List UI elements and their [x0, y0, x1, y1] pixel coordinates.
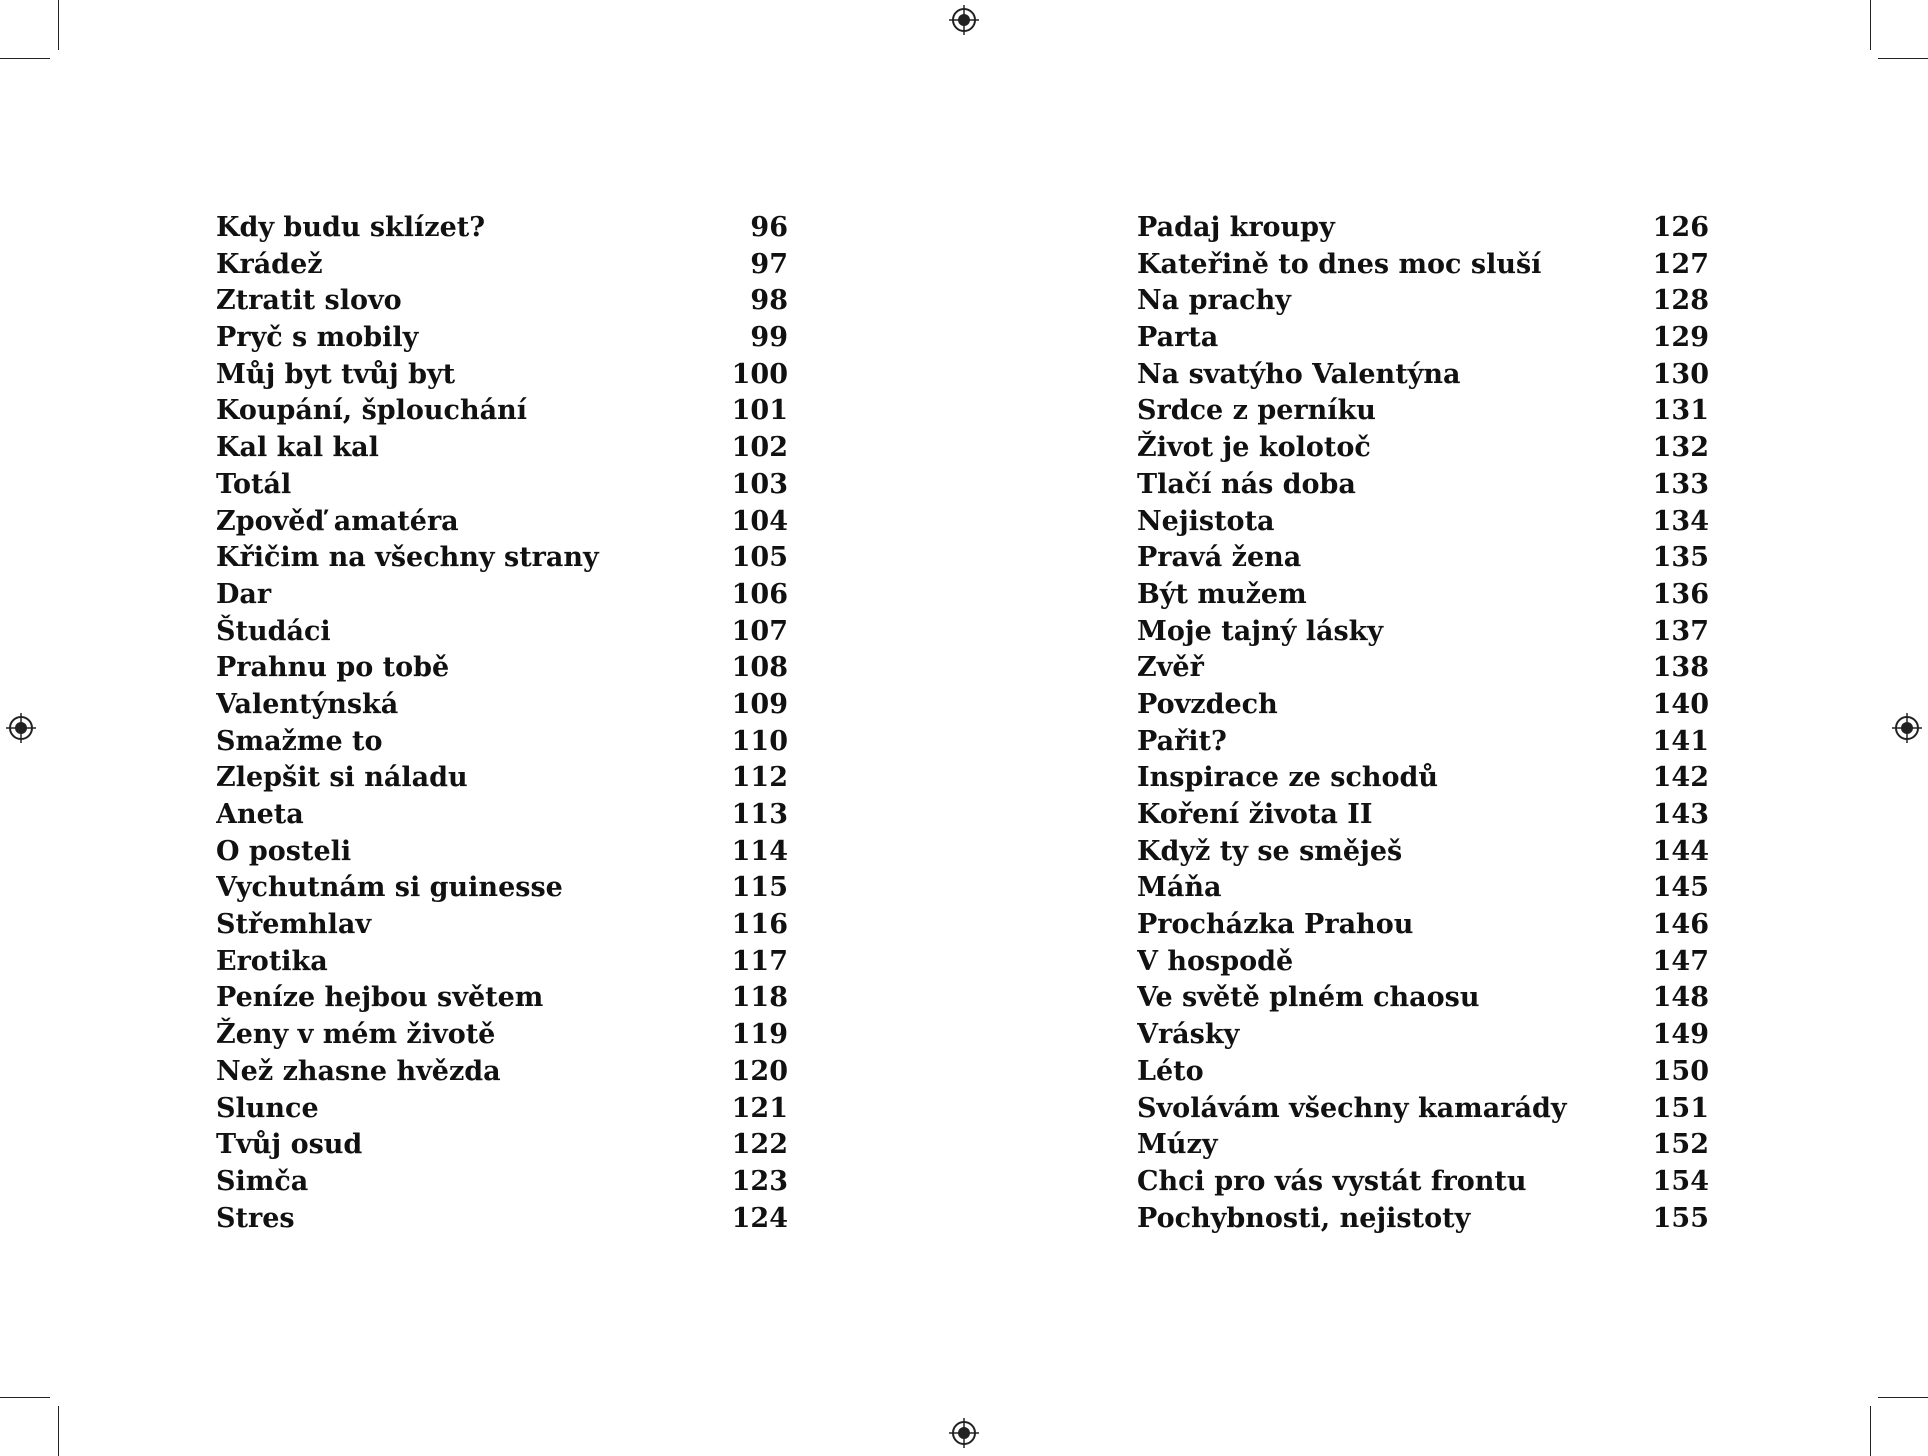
toc-entry: [216, 760, 788, 797]
toc-entry-title: Vychutnám si guinesse: [216, 872, 563, 904]
toc-entry-title: Kdy budu sklízet?: [216, 212, 486, 243]
toc-entry: [1137, 247, 1709, 284]
toc-entry: [216, 870, 788, 907]
toc-entry-page-number: 145: [1652, 872, 1709, 904]
toc-entry-title: Kateřině to dnes moc sluší: [1137, 248, 1542, 280]
toc-entry-page-number: 120: [731, 1055, 788, 1087]
toc-entry: [1137, 467, 1709, 504]
toc-entry-page-number: 96: [750, 212, 788, 243]
toc-entry: [1137, 834, 1709, 871]
toc-entry-title: Pravá žena: [1137, 542, 1302, 574]
toc-entry: [216, 980, 788, 1017]
toc-entry: [1137, 393, 1709, 430]
toc-entry-title: Když ty se směješ: [1137, 835, 1403, 867]
toc-entry-page-number: 116: [731, 909, 788, 941]
toc-entry-page-number: 102: [731, 432, 788, 464]
toc-entry-title: Kal kal kal: [216, 432, 379, 464]
toc-entry-page-number: 151: [1652, 1092, 1709, 1124]
toc-entry-page-number: 118: [731, 982, 788, 1014]
toc-entry-page-number: 104: [731, 505, 788, 537]
toc-entry-title: Pařit?: [1137, 725, 1227, 757]
toc-entry-page-number: 128: [1652, 285, 1709, 317]
toc-entry-page-number: 140: [1652, 688, 1709, 720]
toc-entry-title: Inspirace ze schodů: [1137, 762, 1439, 794]
toc-entry-page-number: 129: [1652, 322, 1709, 354]
toc-entry: [1137, 944, 1709, 981]
toc-entry-title: Parta: [1137, 322, 1219, 354]
toc-entry-title: Smažme to: [216, 725, 383, 757]
toc-entry: [216, 504, 788, 541]
toc-entry: [216, 724, 788, 761]
toc-entry-page-number: 122: [731, 1129, 788, 1161]
toc-entry-page-number: 134: [1652, 505, 1709, 537]
crop-mark-icon: [1878, 1397, 1928, 1398]
toc-entry-page-number: 114: [731, 835, 788, 867]
toc-entry-page-number: 108: [731, 652, 788, 684]
toc-entry-title: O posteli: [216, 835, 352, 867]
toc-entry-title: Stres: [216, 1202, 295, 1234]
toc-entry: [1137, 650, 1709, 687]
toc-entry-title: Máňa: [1137, 872, 1222, 904]
toc-entry-page-number: 126: [1652, 212, 1709, 243]
registration-mark-icon: [949, 1418, 979, 1448]
toc-entry-title: Valentýnská: [216, 688, 399, 720]
toc-entry-title: Zlepšit si náladu: [216, 762, 468, 794]
toc-entry: [1137, 430, 1709, 467]
toc-entry-page-number: 137: [1652, 615, 1709, 647]
toc-entry-title: Pryč s mobily: [216, 322, 419, 354]
toc-entry: [216, 247, 788, 284]
toc-entry: [1137, 357, 1709, 394]
toc-entry-page-number: 144: [1652, 835, 1709, 867]
toc-entry: [1137, 210, 1709, 247]
toc-entry-title: Procházka Prahou: [1137, 909, 1414, 941]
toc-entry-title: Léto: [1137, 1055, 1204, 1087]
toc-entry-title: Být mužem: [1137, 578, 1307, 610]
toc-entry-title: Tlačí nás doba: [1137, 468, 1356, 500]
toc-entry: [1137, 1201, 1709, 1238]
toc-entry-title: Slunce: [216, 1092, 319, 1124]
toc-entry-page-number: 112: [731, 762, 788, 794]
toc-entry: [216, 687, 788, 724]
toc-entry-title: Chci pro vás vystát frontu: [1137, 1165, 1527, 1197]
toc-entry: [1137, 1164, 1709, 1201]
toc-entry: [1137, 1091, 1709, 1128]
toc-entry: [216, 467, 788, 504]
toc-entry-title: Na prachy: [1137, 285, 1291, 317]
registration-mark-icon: [949, 5, 979, 35]
toc-entry-title: Padaj kroupy: [1137, 212, 1335, 243]
toc-entry: [216, 650, 788, 687]
toc-entry: [1137, 320, 1709, 357]
toc-entry-page-number: 152: [1652, 1129, 1709, 1161]
toc-entry-page-number: 147: [1652, 945, 1709, 977]
toc-entry: [1137, 1054, 1709, 1091]
toc-entry-page-number: 131: [1652, 395, 1709, 427]
toc-entry: [1137, 283, 1709, 320]
toc-entry-title: Prahnu po tobě: [216, 652, 450, 684]
crop-mark-icon: [1870, 1406, 1871, 1456]
toc-entry-title: Můj byt tvůj byt: [216, 358, 456, 390]
toc-entry: [1137, 1017, 1709, 1054]
toc-entry-page-number: 132: [1652, 432, 1709, 464]
toc-entry-page-number: 115: [731, 872, 788, 904]
toc-entry: [216, 944, 788, 981]
toc-entry-page-number: 107: [731, 615, 788, 647]
toc-entry-title: Múzy: [1137, 1129, 1218, 1161]
toc-entry-page-number: 110: [731, 725, 788, 757]
toc-entry-page-number: 127: [1652, 248, 1709, 280]
toc-entry-page-number: 106: [731, 578, 788, 610]
toc-entry-title: Zpověď amatéra: [216, 505, 459, 537]
toc-entry: [216, 834, 788, 871]
toc-entry-page-number: 105: [731, 542, 788, 574]
toc-entry: [216, 430, 788, 467]
toc-entry-title: Na svatýho Valentýna: [1137, 358, 1461, 390]
toc-entry-title: Svolávám všechny kamarády: [1137, 1092, 1567, 1124]
toc-entry-page-number: 109: [731, 688, 788, 720]
toc-entry-page-number: 99: [750, 322, 788, 354]
crop-mark-icon: [0, 58, 50, 59]
toc-left-column: [216, 210, 788, 1237]
toc-entry-page-number: 155: [1652, 1202, 1709, 1234]
toc-entry-title: Život je kolotoč: [1137, 432, 1371, 464]
toc-entry-title: Ve světě plném chaosu: [1137, 982, 1480, 1014]
toc-entry: [216, 577, 788, 614]
toc-entry-title: Koupání, šplouchání: [216, 395, 528, 427]
crop-mark-icon: [58, 1406, 59, 1456]
toc-entry-page-number: 154: [1652, 1165, 1709, 1197]
toc-entry-page-number: 101: [731, 395, 788, 427]
toc-entry-page-number: 98: [750, 285, 788, 317]
toc-entry-page-number: 135: [1652, 542, 1709, 574]
toc-entry-title: Študáci: [216, 615, 331, 647]
toc-entry-title: Nejistota: [1137, 505, 1275, 537]
toc-entry-page-number: 121: [731, 1092, 788, 1124]
toc-entry-title: Erotika: [216, 945, 328, 977]
toc-entry-page-number: 141: [1652, 725, 1709, 757]
toc-entry: [1137, 797, 1709, 834]
toc-entry-title: Dar: [216, 578, 272, 610]
toc-entry: [1137, 687, 1709, 724]
toc-entry-page-number: 124: [731, 1202, 788, 1234]
toc-entry-title: Pochybnosti, nejistoty: [1137, 1202, 1471, 1234]
toc-entry-title: Koření života II: [1137, 799, 1373, 830]
toc-entry: [216, 540, 788, 577]
toc-entry-page-number: 117: [731, 945, 788, 977]
toc-entry-title: Střemhlav: [216, 909, 372, 941]
toc-entry-page-number: 148: [1652, 982, 1709, 1014]
crop-mark-icon: [1878, 58, 1928, 59]
toc-entry-title: Krádež: [216, 248, 323, 280]
toc-entry: [216, 1054, 788, 1091]
toc-entry-page-number: 119: [731, 1019, 788, 1051]
toc-entry: [216, 1017, 788, 1054]
crop-mark-icon: [1870, 0, 1871, 50]
toc-entry-title: V hospodě: [1137, 945, 1294, 977]
toc-entry-title: Ztratit slovo: [216, 285, 402, 317]
toc-entry-page-number: 103: [731, 468, 788, 500]
toc-entry-page-number: 133: [1652, 468, 1709, 500]
toc-right-column: [1137, 210, 1709, 1237]
toc-entry-page-number: 113: [731, 799, 788, 830]
toc-entry-title: Křičim na všechny strany: [216, 542, 599, 574]
toc-entry: [216, 357, 788, 394]
toc-entry: [1137, 907, 1709, 944]
toc-entry: [216, 320, 788, 357]
toc-entry: [216, 614, 788, 651]
toc-entry: [1137, 870, 1709, 907]
toc-entry-page-number: 149: [1652, 1019, 1709, 1051]
registration-mark-icon: [6, 713, 36, 743]
toc-entry: [216, 210, 788, 247]
toc-entry-page-number: 97: [750, 248, 788, 280]
toc-entry-page-number: 130: [1652, 358, 1709, 390]
toc-entry-page-number: 143: [1652, 799, 1709, 830]
registration-mark-icon: [1892, 713, 1922, 743]
toc-entry: [1137, 980, 1709, 1017]
toc-entry-page-number: 123: [731, 1165, 788, 1197]
toc-entry: [1137, 724, 1709, 761]
toc-entry-page-number: 136: [1652, 578, 1709, 610]
toc-entry: [216, 1091, 788, 1128]
toc-entry: [216, 1201, 788, 1238]
toc-entry-title: Zvěř: [1137, 652, 1204, 684]
crop-mark-icon: [0, 1397, 50, 1398]
toc-entry-page-number: 100: [731, 358, 788, 390]
toc-entry-page-number: 146: [1652, 909, 1709, 941]
toc-entry: [216, 1127, 788, 1164]
toc-entry: [1137, 577, 1709, 614]
toc-entry: [1137, 614, 1709, 651]
toc-entry-title: Než zhasne hvězda: [216, 1055, 501, 1087]
toc-entry-title: Tvůj osud: [216, 1129, 363, 1161]
toc-entry-page-number: 142: [1652, 762, 1709, 794]
toc-entry-page-number: 138: [1652, 652, 1709, 684]
toc-entry: [1137, 504, 1709, 541]
toc-entry: [216, 907, 788, 944]
toc-entry-title: Aneta: [216, 799, 304, 830]
toc-entry-title: Ženy v mém životě: [216, 1019, 496, 1051]
crop-mark-icon: [58, 0, 59, 50]
toc-entry-page-number: 150: [1652, 1055, 1709, 1087]
toc-entry: [216, 797, 788, 834]
toc-entry-title: Moje tajný lásky: [1137, 615, 1384, 647]
toc-entry: [216, 393, 788, 430]
toc-entry-title: Simča: [216, 1165, 309, 1197]
toc-entry: [216, 283, 788, 320]
toc-entry-title: Povzdech: [1137, 688, 1278, 720]
toc-entry-title: Peníze hejbou světem: [216, 982, 544, 1014]
toc-entry-title: Totál: [216, 468, 292, 500]
toc-entry: [1137, 760, 1709, 797]
toc-entry: [216, 1164, 788, 1201]
toc-entry: [1137, 1127, 1709, 1164]
toc-entry: [1137, 540, 1709, 577]
toc-entry-title: Srdce z perníku: [1137, 395, 1376, 427]
toc-entry-title: Vrásky: [1137, 1019, 1240, 1051]
